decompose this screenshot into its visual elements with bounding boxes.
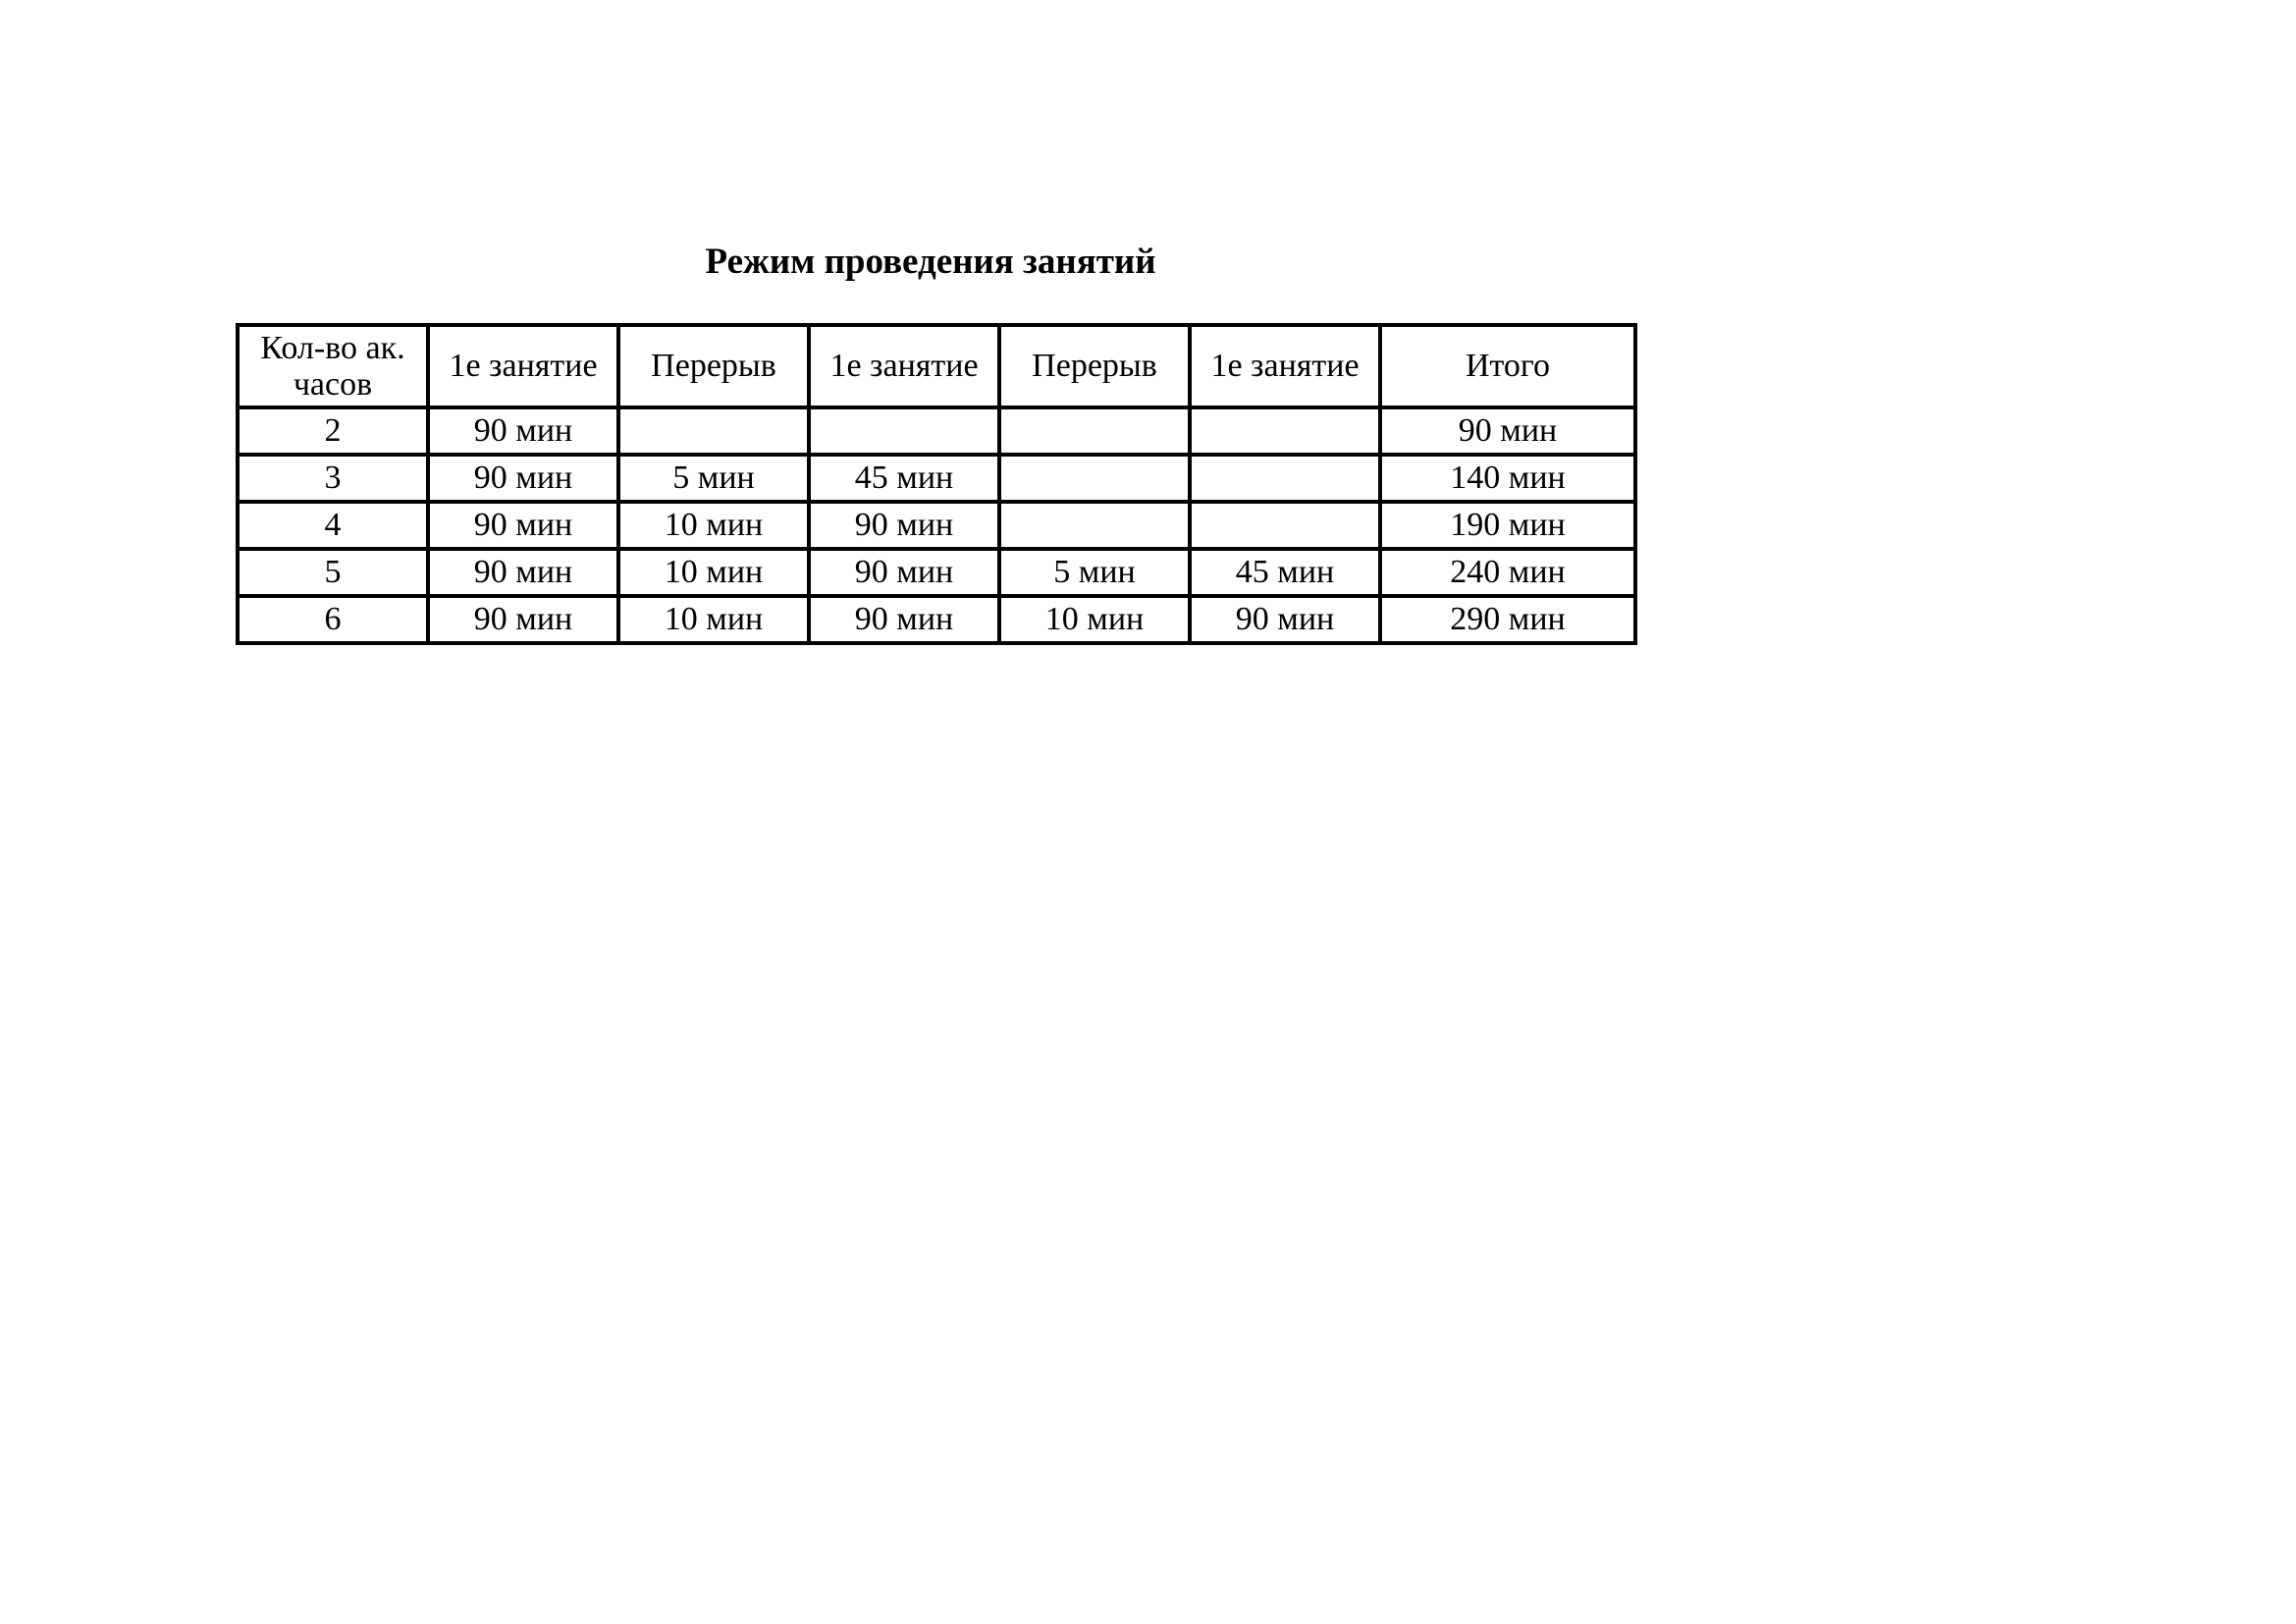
schedule-table [236,323,1637,645]
table-cell [999,407,1190,455]
table-row [238,596,1635,643]
column-header-break-1: Перерыв [618,325,809,407]
table-cell [1190,455,1380,502]
table-cell [1190,502,1380,549]
table-cell: 5 мин [618,455,809,502]
column-header-lesson-3: 1е занятие [1190,325,1380,407]
table-cell [618,407,809,455]
table-cell [999,502,1190,549]
table-cell: 45 мин [809,455,999,502]
table-cell: 90 мин [1380,407,1635,455]
column-header-break-2: Перерыв [999,325,1190,407]
table-cell: 5 мин [999,549,1190,596]
table-row [238,549,1635,596]
table-cell [999,455,1190,502]
table-cell: 90 мин [428,407,618,455]
table-cell: 90 мин [428,549,618,596]
table-cell: 190 мин [1380,502,1635,549]
table-row [238,455,1635,502]
table-cell: 240 мин [1380,549,1635,596]
table-cell: 90 мин [428,502,618,549]
table-cell: 3 [238,455,428,502]
column-header-lesson-1: 1е занятие [428,325,618,407]
table-cell: 90 мин [809,502,999,549]
table-cell: 10 мин [618,596,809,643]
table-cell: 5 [238,549,428,596]
column-header-lesson-2: 1е занятие [809,325,999,407]
table-cell: 6 [238,596,428,643]
table-cell [1190,407,1380,455]
column-header-hours: Кол-во ак. часов [238,325,428,407]
table-row [238,502,1635,549]
table-cell: 45 мин [1190,549,1380,596]
table-cell: 90 мин [428,455,618,502]
table-cell: 90 мин [428,596,618,643]
table-cell: 10 мин [618,502,809,549]
table-cell: 4 [238,502,428,549]
table-row [238,407,1635,455]
table-cell: 290 мин [1380,596,1635,643]
page-title: Режим проведения занятий [705,242,1156,282]
column-header-total: Итого [1380,325,1635,407]
table-cell: 140 мин [1380,455,1635,502]
table-cell: 90 мин [1190,596,1380,643]
table-cell: 90 мин [809,549,999,596]
table-cell: 10 мин [999,596,1190,643]
table-header-row [238,325,1635,407]
table-cell: 90 мин [809,596,999,643]
table-cell: 10 мин [618,549,809,596]
table-cell [809,407,999,455]
table-cell: 2 [238,407,428,455]
